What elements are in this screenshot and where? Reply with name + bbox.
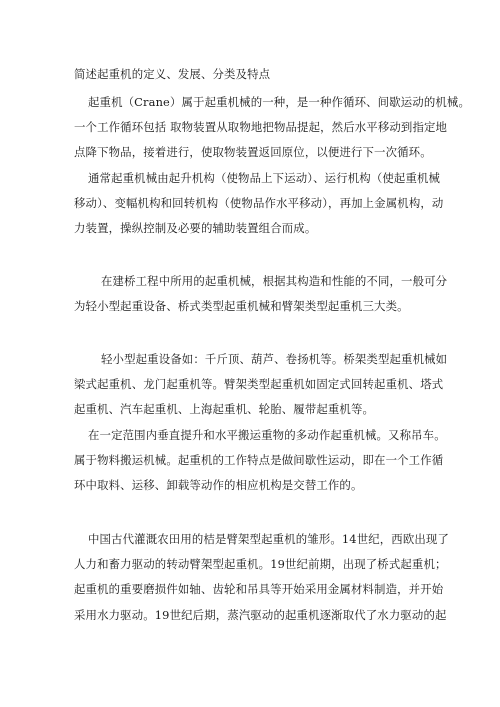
- text-line: 点降下物品，接着进行，使取物装置返回原位，以便进行下一次循环。: [74, 145, 432, 159]
- text-line: 移动）、变幅机构和回转机构（使物品作水平移动），再加上金属机构，动: [74, 196, 444, 210]
- text-line: 为轻小型起重设备、桥式类型起重机械和臂架类型起重机三大类。: [74, 299, 409, 313]
- text-line: 轻小型起重设备如：千斤顶、葫芦、卷扬机等。桥架类型起重机械如: [101, 352, 448, 366]
- text-line: 环中取料、运移、卸载等动作的相应机构是交替工作的。: [74, 478, 363, 492]
- text-line: 梁式起重机、龙门起重机等。臂架类型起重机如固定式回转起重机、塔式: [74, 377, 444, 391]
- text-line: 起重机的重要磨损件如轴、齿轮和吊具等开始采用金属材料制造，并开始: [74, 582, 444, 596]
- text-line: 在一定范围内垂直提升和水平搬运重物的多动作起重机械。又称吊车。: [88, 428, 446, 442]
- text-line: 一个工作循环包括 取物装置从取物地把物品提起，然后水平移动到指定地: [74, 120, 448, 134]
- document-title: 简述起重机的定义、发展、分类及特点: [74, 67, 271, 81]
- text-line: 采用水力驱动。19世纪后期，蒸汽驱动的起重机逐渐取代了水力驱动的起: [74, 608, 447, 622]
- text-line: 属于物料搬运机械。起重机的工作特点是做间歇性运动，即在一个工作循: [74, 453, 444, 467]
- text-line: 力装置，操纵控制及必要的辅助装置组合而成。: [74, 221, 317, 235]
- text-line: 人力和畜力驱动的转动臂架型起重机。19世纪前期，出现了桥式起重机；: [74, 557, 447, 571]
- text-line: 起重机、汽车起重机、上海起重机、轮胎、履带起重机等。: [74, 402, 375, 416]
- text-line: 起重机（Crane）属于起重机械的一种，是一种作循环、间歇运动的机械。: [88, 95, 470, 109]
- text-line: 中国古代灌溉农田用的桔是臂架型起重机的雏形。14世纪，西欧出现了: [88, 532, 450, 546]
- text-line: 通常起重机械由起升机构（使物品上下运动）、运行机构（使起重机械: [88, 171, 441, 185]
- text-line: 在建桥工程中所用的起重机械，根据其构造和性能的不同，一般可分: [101, 274, 448, 288]
